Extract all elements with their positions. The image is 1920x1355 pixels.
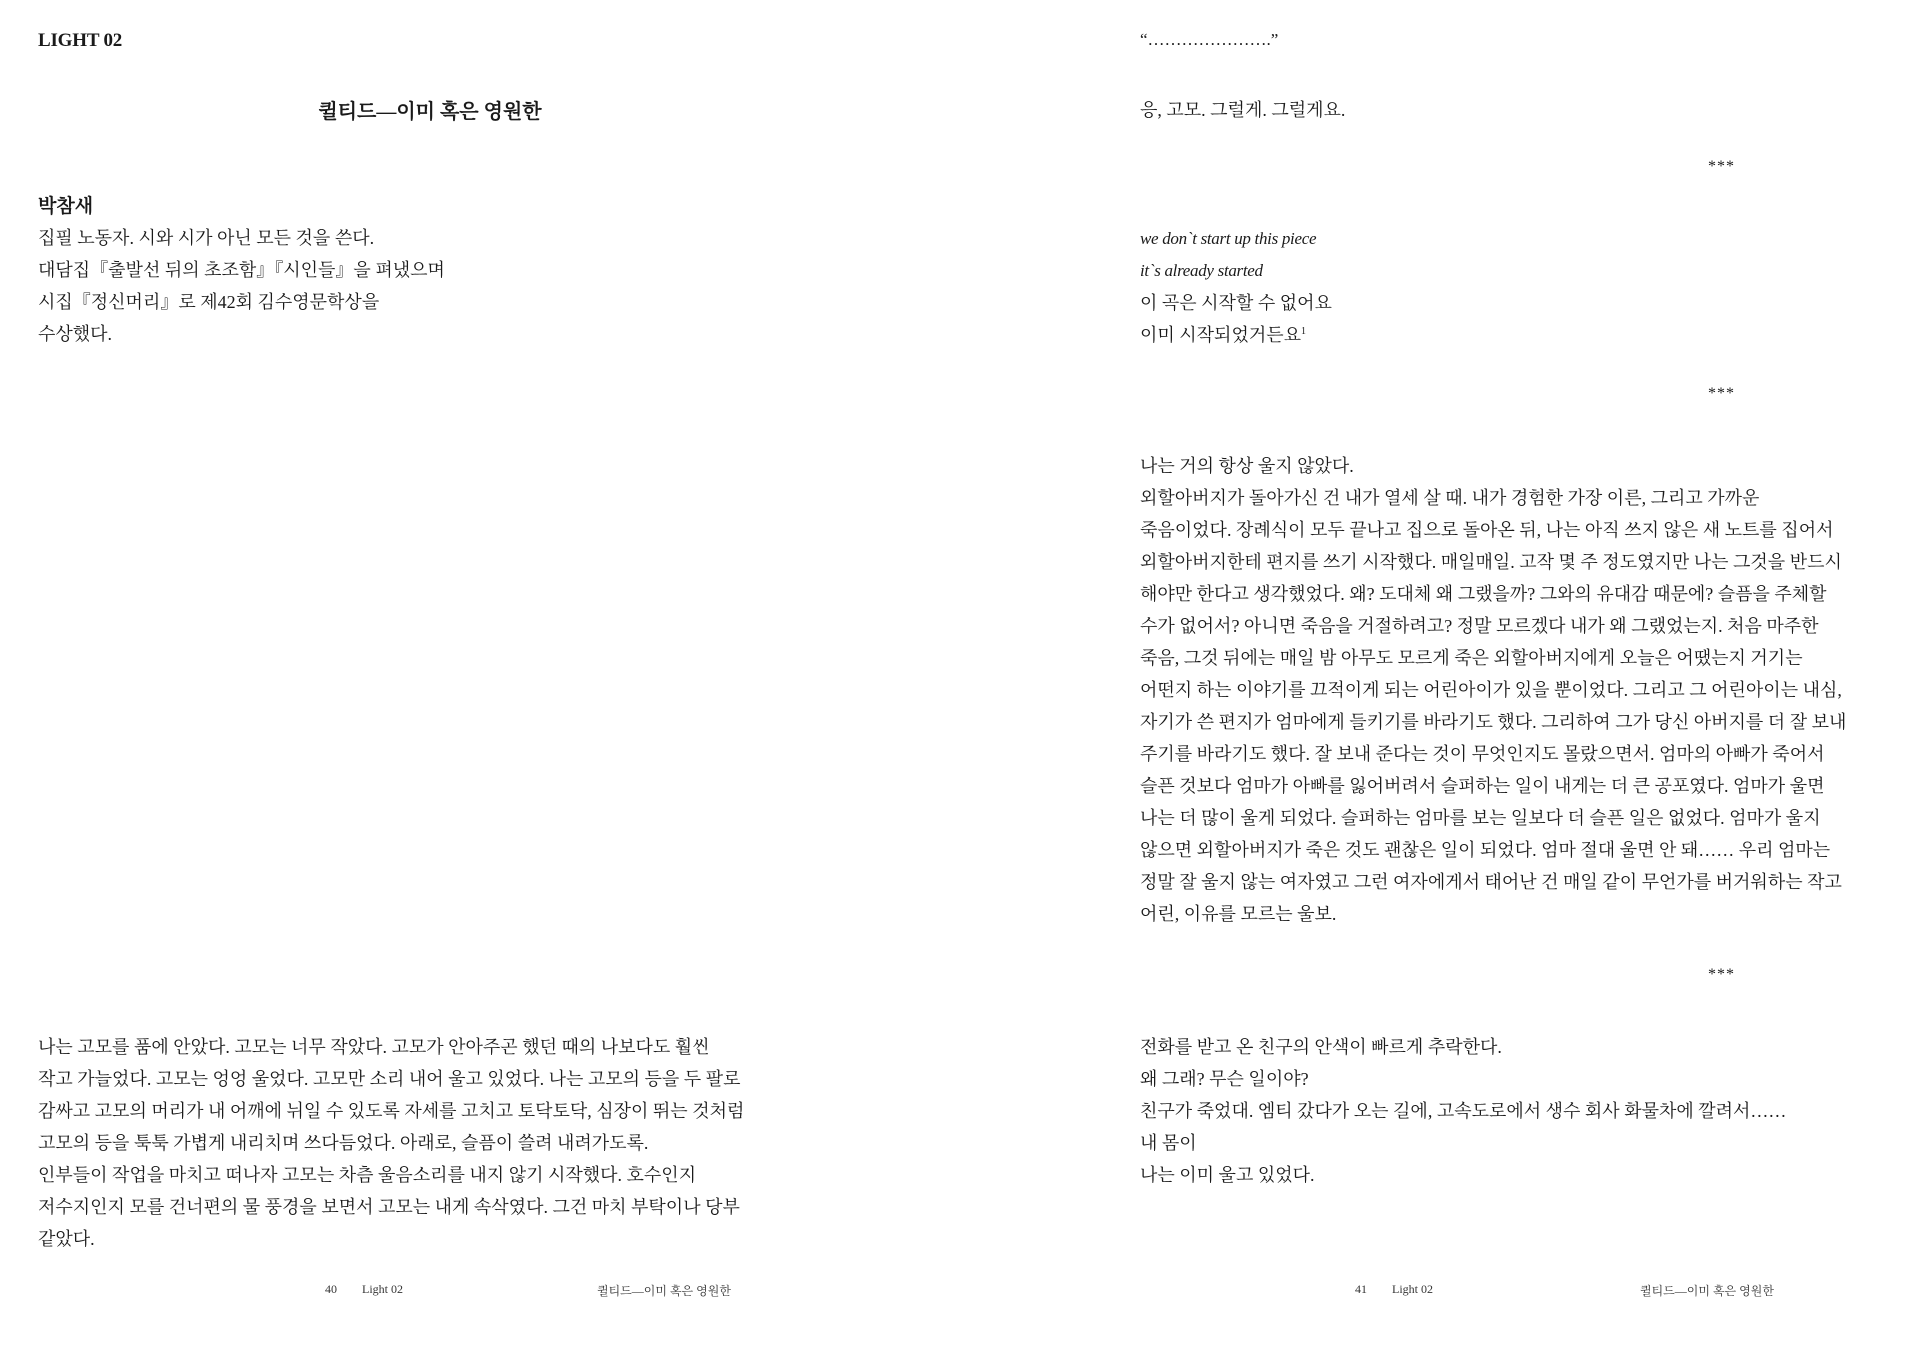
- epigraph-korean-text: 이미 시작되었거든요: [1140, 325, 1301, 345]
- right-body-text: [1140, 450, 1900, 930]
- left-body-text: [38, 1031, 818, 1255]
- epigraph-korean-line: 이 곡은 시작할 수 없어요: [1140, 293, 1332, 313]
- essay-title: 퀼티드—이미 혹은 영원한: [318, 101, 542, 123]
- body-line: 슬픈 것보다 엄마가 아빠를 잃어버려서 슬퍼하는 일이 내게는 더 큰 공포였다. 엄마가 울면: [1140, 776, 1825, 796]
- folio-magazine: Light 02: [1392, 1282, 1433, 1296]
- body-line: 나는 거의 항상 울지 않았다.: [1140, 456, 1354, 476]
- body-line: 자기가 쓴 편지가 엄마에게 들키기를 바라기도 했다. 그리하여 그가 당신 아버지를 더 잘 보내: [1140, 712, 1847, 732]
- body-line: 않으면 외할아버지가 죽은 것도 괜찮은 일이 되었다. 엄마 절대 울면 안 돼…… 우리 엄마는: [1140, 840, 1831, 860]
- body-line: 죽음이었다. 장례식이 모두 끝나고 집으로 돌아온 뒤, 나는 아직 쓰지 않은 새 노트를 집어서: [1140, 520, 1834, 540]
- body-line: 주기를 바라기도 했다. 잘 보내 준다는 것이 무엇인지도 몰랐으면서. 엄마의 아빠가 죽어서: [1140, 744, 1825, 764]
- final-line: 왜 그래? 무슨 일이야?: [1140, 1069, 1309, 1089]
- running-head: LIGHT 02: [38, 30, 123, 51]
- right-page: [960, 0, 1920, 1355]
- final-line: 나는 이미 울고 있었다.: [1140, 1165, 1315, 1185]
- epigraph-korean-line-with-note: [1140, 319, 1900, 351]
- author-name: 박참새: [38, 196, 94, 217]
- body-line: 감싸고 고모의 머리가 내 어깨에 뉘일 수 있도록 자세를 고치고 토닥토닥, 심장이 뛰는 것처럼: [38, 1101, 745, 1121]
- body-line: 작고 가늘었다. 고모는 엉엉 울었다. 고모만 소리 내어 울고 있었다. 나는 고모의 등을 두 팔로: [38, 1069, 741, 1089]
- body-line: 외할아버지한테 편지를 쓰기 시작했다. 매일매일. 고작 몇 주 정도였지만 나는 그것을 반드시: [1140, 552, 1842, 572]
- body-line: 나는 더 많이 울게 되었다. 슬퍼하는 엄마를 보는 일보다 더 슬픈 일은 없었다. 엄마가 울지: [1140, 808, 1821, 828]
- body-line: 저수지인지 모를 건너편의 물 풍경을 보면서 고모는 내게 속삭였다. 그건 마치 부탁이나 당부: [38, 1197, 740, 1217]
- bio-line: 수상했다.: [38, 324, 113, 344]
- opening-quote: “………………….”: [1140, 30, 1279, 49]
- body-line: 정말 잘 울지 않는 여자였고 그런 여자에게서 태어난 건 매일 같이 무언가를 버거워하는 작고: [1140, 872, 1842, 892]
- folio-magazine: Light 02: [362, 1282, 403, 1296]
- author-bio: [38, 222, 678, 350]
- epigraph: [1140, 223, 1900, 351]
- section-separator: ***: [1708, 966, 1735, 983]
- folio-title: 퀼티드—이미 혹은 영원한: [1640, 1284, 1774, 1298]
- section-separator: ***: [1708, 158, 1735, 175]
- folio-page-number: 40: [325, 1282, 337, 1296]
- body-line: 어린, 이유를 모르는 울보.: [1140, 904, 1337, 924]
- bio-line: 집필 노동자. 시와 시가 아닌 모든 것을 쓴다.: [38, 228, 375, 248]
- final-line: 내 몸이: [1140, 1133, 1197, 1153]
- reply-section: [1140, 94, 1900, 126]
- body-line: 죽음, 그것 뒤에는 매일 밤 아무도 모르게 죽은 외할아버지에게 오늘은 어땠는지 거기는: [1140, 648, 1803, 668]
- final-section: [1140, 1031, 1900, 1191]
- bio-line: 대담집『출발선 뒤의 초조함』『시인들』을 펴냈으며: [38, 260, 445, 280]
- folio-title: 퀼티드—이미 혹은 영원한: [597, 1284, 731, 1298]
- body-line: 고모의 등을 툭툭 가볍게 내리치며 쓰다듬었다. 아래로, 슬픔이 쓸려 내려가도록.: [38, 1133, 649, 1153]
- body-line: 외할아버지가 돌아가신 건 내가 열세 살 때. 내가 경험한 가장 이른, 그리고 가까운: [1140, 488, 1760, 508]
- final-line: 전화를 받고 온 친구의 안색이 빠르게 추락한다.: [1140, 1037, 1502, 1057]
- epigraph-english-line: it`s already started: [1140, 261, 1263, 280]
- body-line: 나는 고모를 품에 안았다. 고모는 너무 작았다. 고모가 안아주곤 했던 때의 나보다도 훨씬: [38, 1037, 710, 1057]
- body-line: 인부들이 작업을 마치고 떠나자 고모는 차츰 울음소리를 내지 않기 시작했다. 호수인지: [38, 1165, 697, 1185]
- author-block: [38, 192, 678, 350]
- body-line: 같았다.: [38, 1229, 95, 1249]
- bio-line: 시집『정신머리』로 제42회 김수영문학상을: [38, 292, 380, 312]
- epigraph-english-line: we don`t start up this piece: [1140, 229, 1317, 248]
- body-line: 해야만 한다고 생각했었다. 왜? 도대체 왜 그랬을까? 그와의 유대감 때문에? 슬픔을 주체할: [1140, 584, 1827, 604]
- body-line: 수가 없어서? 아니면 죽음을 거절하려고? 정말 모르겠다 내가 왜 그랬었는지. 처음 마주한: [1140, 616, 1819, 636]
- folio-page-number: 41: [1355, 1282, 1367, 1296]
- final-line: 친구가 죽었대. 엠티 갔다가 오는 길에, 고속도로에서 생수 회사 화물차에 깔려서……: [1140, 1101, 1787, 1121]
- footnote-marker[interactable]: 1: [1301, 326, 1306, 337]
- body-line: 어떤지 하는 이야기를 끄적이게 되는 어린아이가 있을 뿐이었다. 그리고 그 어린아이는 내심,: [1140, 680, 1842, 700]
- reply-line: 응, 고모. 그럴게. 그럴게요.: [1140, 100, 1346, 120]
- section-separator: ***: [1708, 385, 1735, 402]
